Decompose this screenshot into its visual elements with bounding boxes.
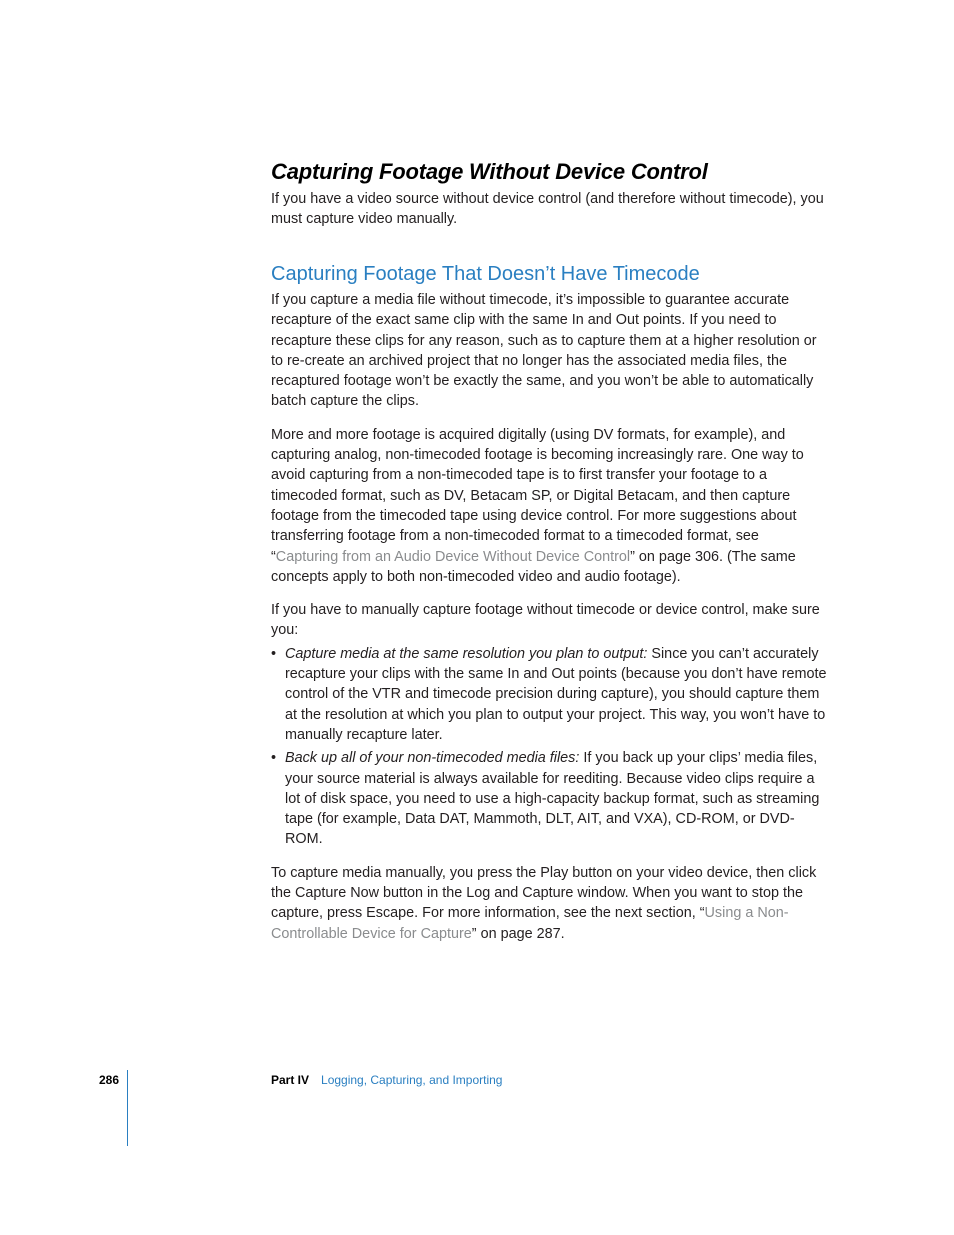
- bullet-icon: •: [271, 750, 277, 767]
- bullet-list: [271, 644, 827, 850]
- subsection-heading: Capturing Footage That Doesn’t Have Timecode: [271, 263, 700, 285]
- bullet-icon: •: [271, 645, 277, 662]
- body-block: [271, 290, 827, 944]
- footer-divider: [127, 1070, 128, 1146]
- list-item: [271, 644, 827, 745]
- page-number: 286: [99, 1073, 120, 1087]
- section-heading: Capturing Footage Without Device Control: [271, 159, 708, 184]
- cross-reference-link-audio[interactable]: Capturing from an Audio Device Without Device Control: [275, 548, 631, 565]
- intro-paragraph: If you have a video source without device control (and therefore without timecode), you must capture video manually.: [271, 191, 824, 228]
- bullet-text: If you back up your clips’ media files, your source material is always available for reediting. Because video clips require a lot of disk space, you need to use a high-capacity backup format, such as streaming tape (for example, Data DAT, Mammoth, DLT, AIT, and VXA), CD-ROM, or DVD-ROM.: [285, 750, 820, 848]
- bullet-lead: Capture media at the same resolution you plan to output:: [285, 645, 648, 662]
- bullet-lead: Back up all of your non-timecoded media files:: [285, 750, 580, 767]
- paragraph-4: [271, 863, 827, 944]
- intro-block: [271, 189, 827, 230]
- part-title: Logging, Capturing, and Importing: [321, 1073, 503, 1087]
- paragraph-1: If you capture a media file without timecode, it’s impossible to guarantee accurate recapture of the exact same clip with the same In and Out points. If you need to recapture these clips for any reason, such as to capture them at a higher resolution or to re-create an archived project that no longer has the associated media files, the recaptured footage won’t be exactly the same, and you won’t be able to automatically batch capture the clips.: [271, 292, 817, 410]
- cross-reference-link-non-controllable[interactable]: Using a Non-Controllable Device for Capture: [271, 905, 789, 942]
- paragraph-2: [271, 425, 827, 587]
- paragraph-4-after: ” on page 287.: [471, 925, 565, 942]
- part-label: Part IV: [271, 1073, 310, 1087]
- paragraph-2-after: ” on page 306. (The same concepts apply to both non-timecoded video and audio footage).: [271, 548, 796, 585]
- paragraph-2-before: More and more footage is acquired digitally (using DV formats, for example), and capturing analog, non-timecoded footage is becoming increasingly rare. One way to avoid capturing from a non-timecoded tape is to first transfer your footage to a timecoded format, such as DV, Betacam SP, or Digital Betacam, and then capture footage from the timecoded tape using device control. For more suggestions about transferring footage from a non-timecoded format to a timecoded format, see “: [271, 426, 804, 565]
- paragraph-3: If you have to manually capture footage without timecode or device control, make sure you:: [271, 602, 820, 639]
- bullet-text: Since you can’t accurately recapture your clips with the same In and Out points (because you don’t have remote control of the VTR and timecode precision during capture), you should capture them at the resolution at which you plan to output your project. This way, you won’t have to manually recapture later.: [285, 645, 827, 743]
- list-item: [271, 748, 827, 849]
- footer-part: [271, 1073, 502, 1087]
- paragraph-4-before: To capture media manually, you press the Play button on your video device, then click the Capture Now button in the Log and Capture window. When you want to stop the capture, press Escape. For more information, see the next section, “: [271, 864, 817, 922]
